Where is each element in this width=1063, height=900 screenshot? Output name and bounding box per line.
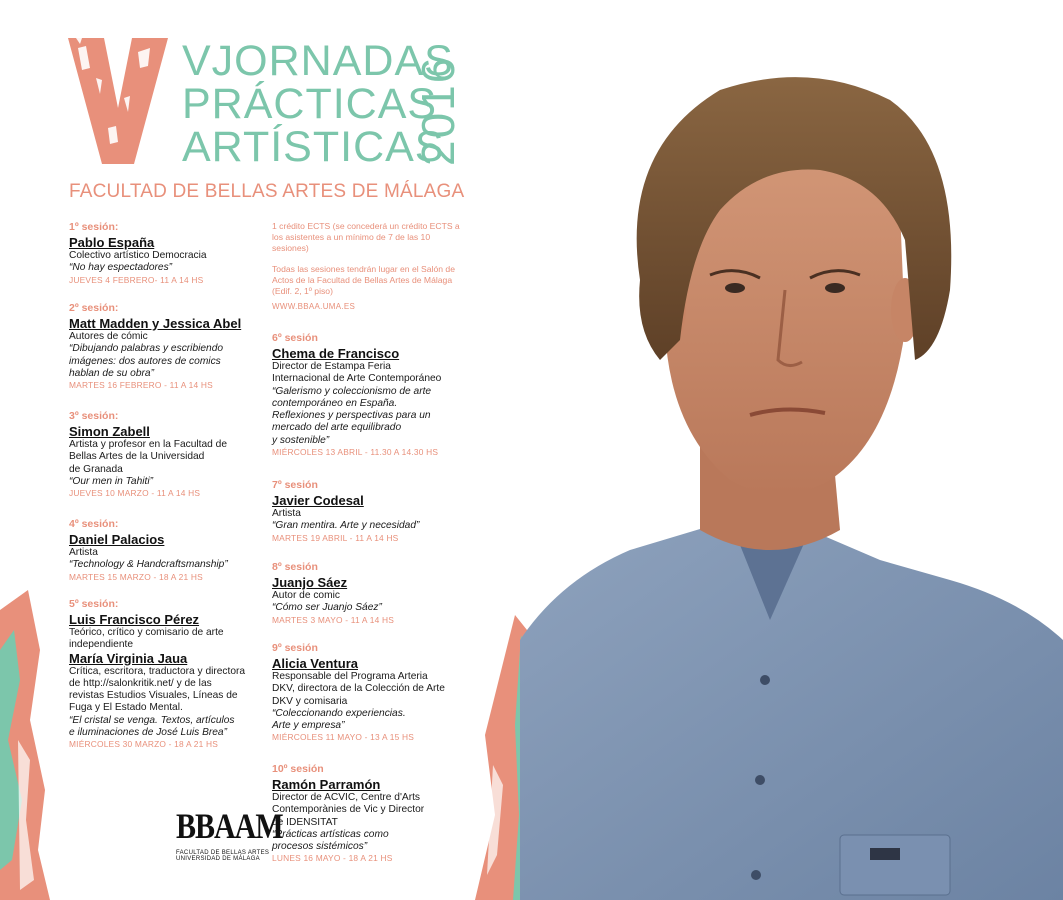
session-date: MARTES 16 FEBRERO - 11 A 14 HS <box>69 380 213 391</box>
venue-note: Todas las sesiones tendrán lugar en el Salón de Actos de la Facultad de Bellas Artes de Málaga (Edif. 2, 1º piso) <box>272 264 455 297</box>
logo-line-university: UNIVERSIDAD DE MÁLAGA <box>176 856 260 862</box>
speaker-role-line: de IDENSITAT <box>272 816 338 828</box>
speaker-role-line: Responsable del Programa Arteria <box>272 671 428 682</box>
session-label: 8º sesión <box>272 561 318 573</box>
talk-title-line: “El cristal se venga. Textos, artículos <box>69 714 235 726</box>
talk-title: “Gran mentira. Arte y necesidad” <box>272 520 420 532</box>
session-3 <box>69 410 264 499</box>
roman-numeral-v-logo <box>68 38 168 164</box>
session-label: 4º sesión: <box>69 518 119 530</box>
session-date: MARTES 19 ABRIL - 11 A 14 HS <box>272 532 399 543</box>
session-10 <box>272 763 472 864</box>
talk-title-line: “Prácticas artísticas como <box>272 828 389 840</box>
session-date: JUEVES 10 MARZO - 11 A 14 HS <box>69 488 201 499</box>
session-label: 2º sesión: <box>69 302 119 314</box>
talk-title-line: “Coleccionando experiencias. <box>272 707 406 719</box>
speaker-role-line: de Granada <box>69 463 123 475</box>
speaker-role-line: Teórico, crítico y comisario de arte <box>69 627 224 638</box>
session-date: MIÉRCOLES 30 MARZO - 18 A 21 HS <box>69 739 219 750</box>
talk-title-line: mercado del arte equilibrado <box>272 422 402 434</box>
speaker-name: Javier Codesal <box>272 493 364 508</box>
title-year <box>402 38 470 168</box>
speaker-name: Daniel Palacios <box>69 532 165 547</box>
bbaam-logo-mark: BBAAM <box>176 806 283 847</box>
year-text: 2016 <box>412 55 464 166</box>
speaker-role-line: Bellas Artes de la Universidad <box>69 451 205 463</box>
session-date: MARTES 3 MAYO - 11 A 14 HS <box>272 614 395 625</box>
speaker-role: Colectivo artístico Democracia <box>69 250 207 261</box>
speaker-name: Chema de Francisco <box>272 346 400 361</box>
speaker-role-line: DKV, directora de la Colección de Arte <box>272 683 445 695</box>
title-line-2: PRÁCTICAS <box>182 80 438 128</box>
second-speaker-name: María Virginia Jaua <box>69 650 188 666</box>
speaker-role-line: Director de Estampa Feria <box>272 361 391 372</box>
speaker-name: Pablo España <box>69 235 155 250</box>
session-label: 5º sesión: <box>69 598 119 610</box>
bbaam-logo <box>176 806 283 872</box>
session-label: 1º sesión: <box>69 221 119 233</box>
session-date: LUNES 16 MAYO - 18 A 21 HS <box>272 853 393 864</box>
speaker-role-line: Contemporànies de Vic y Director <box>272 804 425 816</box>
talk-title: “Our men in Tahiti” <box>69 475 153 487</box>
talk-title-line: Reflexiones y perspectivas para un <box>272 410 431 422</box>
talk-title: “Technology & Handcraftsmanship” <box>69 559 228 571</box>
talk-title-line: “Galerismo y coleccionismo de arte <box>272 385 432 397</box>
talk-title-line: e iluminaciones de José Luis Brea” <box>69 727 227 739</box>
session-date: MIÉRCOLES 13 ABRIL - 11.30 A 14.30 HS <box>272 447 439 458</box>
speaker-name: Alicia Ventura <box>272 656 358 671</box>
talk-title-line: imágenes: dos autores de comics <box>69 355 221 367</box>
session-label: 7º sesión <box>272 479 318 491</box>
speaker-name: Ramón Parramón <box>272 777 381 792</box>
website-link[interactable]: WWW.BBAA.UMA.ES <box>272 302 356 311</box>
faculty-name: FACULTAD DE BELLAS ARTES DE MÁLAGA <box>69 181 465 202</box>
session-label: 6º sesión <box>272 332 318 344</box>
second-speaker-role-line: revistas Estudios Visuales, Líneas de <box>69 690 238 702</box>
speaker-name: Simon Zabell <box>69 424 150 439</box>
session-date: MARTES 15 MARZO - 18 A 21 HS <box>69 571 203 582</box>
session-8 <box>272 561 472 626</box>
session-7 <box>272 479 472 544</box>
second-speaker-role-line: de http://salonkritik.net/ y de las <box>69 677 212 689</box>
session-5 <box>69 598 264 750</box>
session-date: JUEVES 4 FEBRERO- 11 A 14 HS <box>69 274 204 285</box>
talk-title-line: “Dibujando palabras y escribiendo <box>69 343 224 355</box>
ects-note: 1 crédito ECTS (se concederá un crédito ECTS a los asistentes a un mínimo de 7 de las 10 sesiones) <box>272 221 460 254</box>
session-4 <box>69 518 264 583</box>
speaker-role-line: independiente <box>69 639 134 651</box>
speaker-role-line: Artista y profesor en la Facultad de <box>69 439 227 450</box>
decorative-brush-left <box>0 590 60 900</box>
speaker-role: Artista <box>272 508 301 519</box>
speaker-role-line: Internacional de Arte Contemporáneo <box>272 373 442 385</box>
session-9 <box>272 642 472 743</box>
second-speaker-role-line: Fuga y El Estado Mental. <box>69 702 183 714</box>
session-date: MIÉRCOLES 11 MAYO - 13 A 15 HS <box>272 732 415 743</box>
speaker-name: Juanjo Sáez <box>272 575 348 590</box>
talk-title-line: procesos sistémicos” <box>272 841 368 853</box>
title-line-1: VJORNADAS <box>182 37 454 85</box>
speaker-role-line: DKV y comisaria <box>272 695 348 707</box>
speaker-role: Artista <box>69 547 98 558</box>
talk-title-line: hablan de su obra” <box>69 367 154 379</box>
session-2 <box>69 302 264 391</box>
session-label: 3º sesión: <box>69 410 119 422</box>
speaker-name: Matt Madden y Jessica Abel <box>69 316 242 331</box>
speaker-role-line: Director de ACVIC, Centre d'Arts <box>272 792 421 803</box>
session-1 <box>69 221 264 286</box>
talk-title-line: Arte y empresa” <box>272 720 345 732</box>
session-label: 9º sesión <box>272 642 318 654</box>
session-label: 10º sesión <box>272 763 324 775</box>
speaker-name: Luis Francisco Pérez <box>69 612 200 627</box>
talk-title-line: contemporáneo en España. <box>272 397 398 409</box>
second-speaker-role-line: Crítica, escritora, traductora y directora <box>69 665 246 677</box>
speaker-portrait-photo <box>520 60 1063 900</box>
speaker-role: Autores de cómic <box>69 331 148 342</box>
speaker-role: Autor de comic <box>272 590 340 601</box>
title-line-3: ARTÍSTICAS <box>182 123 445 171</box>
talk-title: “Cómo ser Juanjo Sáez” <box>272 602 382 614</box>
logo-line-faculty: FACULTAD DE BELLAS ARTES <box>176 850 270 856</box>
talk-title: “No hay espectadores” <box>69 262 173 274</box>
talk-title-line: y sostenible” <box>272 434 330 446</box>
session-6 <box>272 332 472 458</box>
